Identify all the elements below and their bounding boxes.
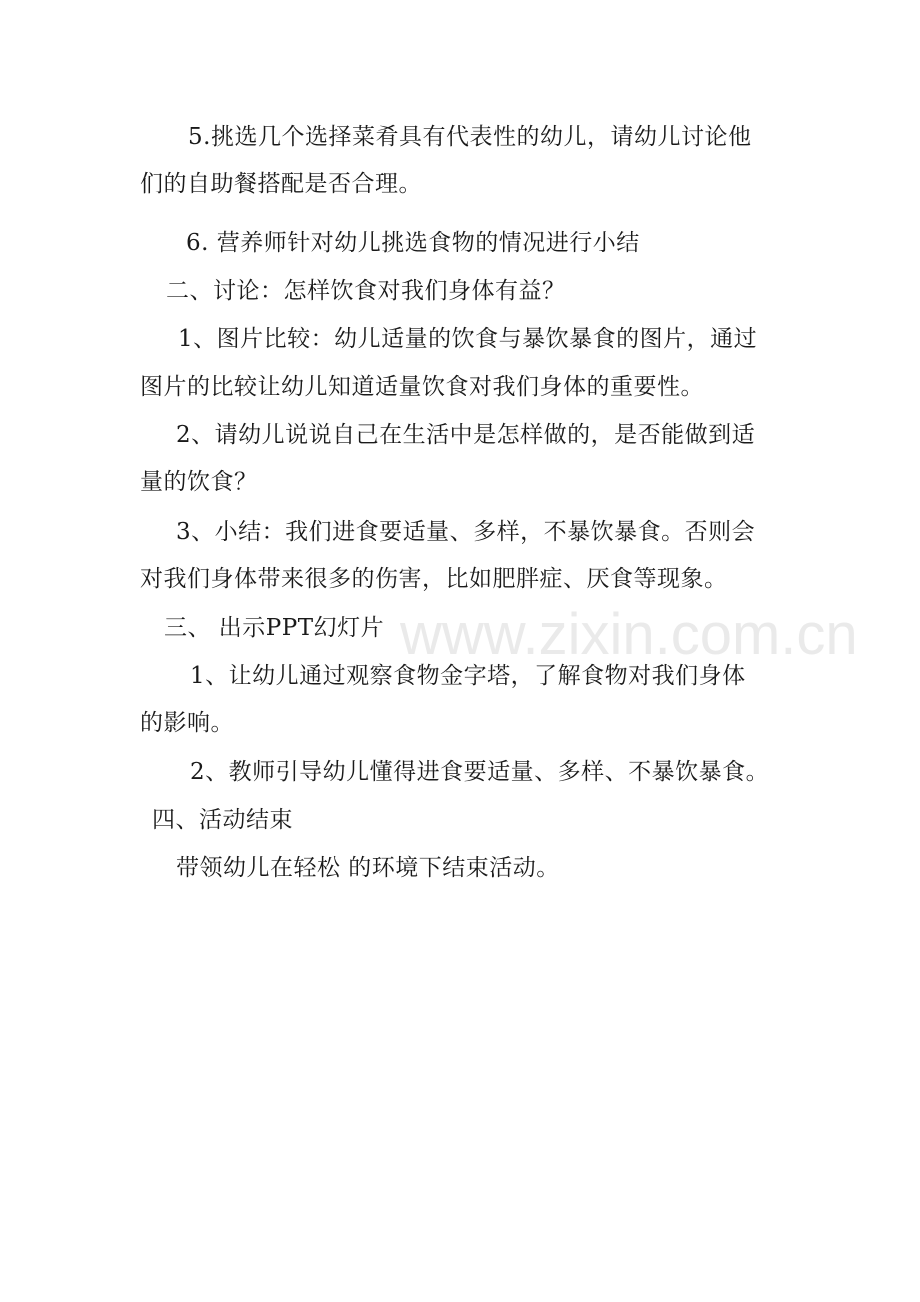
paragraph-6-line-1: 6. 营养师针对幼儿挑选食物的情况进行小结: [186, 230, 640, 256]
discussion-item-2-line-1: 2、请幼儿说说自己在生活中是怎样做的，是否能做到适: [176, 422, 756, 448]
discussion-item-3-line-2: 对我们身体带来很多的伤害，比如肥胖症、厌食等现象。: [140, 566, 728, 592]
discussion-item-2-line-2: 量的饮食？: [140, 469, 258, 495]
paragraph-5-line-2: 们的自助餐搭配是否合理。: [140, 171, 422, 197]
section-heading-discussion: 二、讨论：怎样饮食对我们身体有益？: [166, 278, 566, 304]
discussion-item-3-line-1: 3、小结：我们进食要适量、多样，不暴饮暴食。否则会: [176, 519, 756, 545]
ppt-item-1-line-1: 1、让幼儿通过观察食物金字塔，了解食物对我们身体: [190, 663, 746, 689]
closing-line: 带领幼儿在轻松 的环境下结束活动。: [176, 855, 560, 881]
ppt-item-1-line-2: 的影响。: [140, 710, 234, 736]
section-heading-ppt: 三、 出示PPT幻灯片: [164, 615, 385, 641]
discussion-item-1-line-2: 图片的比较让幼儿知道适量饮食对我们身体的重要性。: [140, 374, 704, 400]
section-heading-end: 四、活动结束: [152, 807, 293, 833]
watermark: www.zixin.com.cn: [400, 602, 858, 667]
discussion-item-1-line-1: 1、图片比较：幼儿适量的饮食与暴饮暴食的图片，通过: [178, 326, 758, 352]
ppt-item-2-line-1: 2、教师引导幼儿懂得进食要适量、多样、不暴饮暴食。: [190, 759, 770, 785]
paragraph-5-line-1: 5.挑选几个选择菜肴具有代表性的幼儿，请幼儿讨论他: [188, 124, 752, 150]
